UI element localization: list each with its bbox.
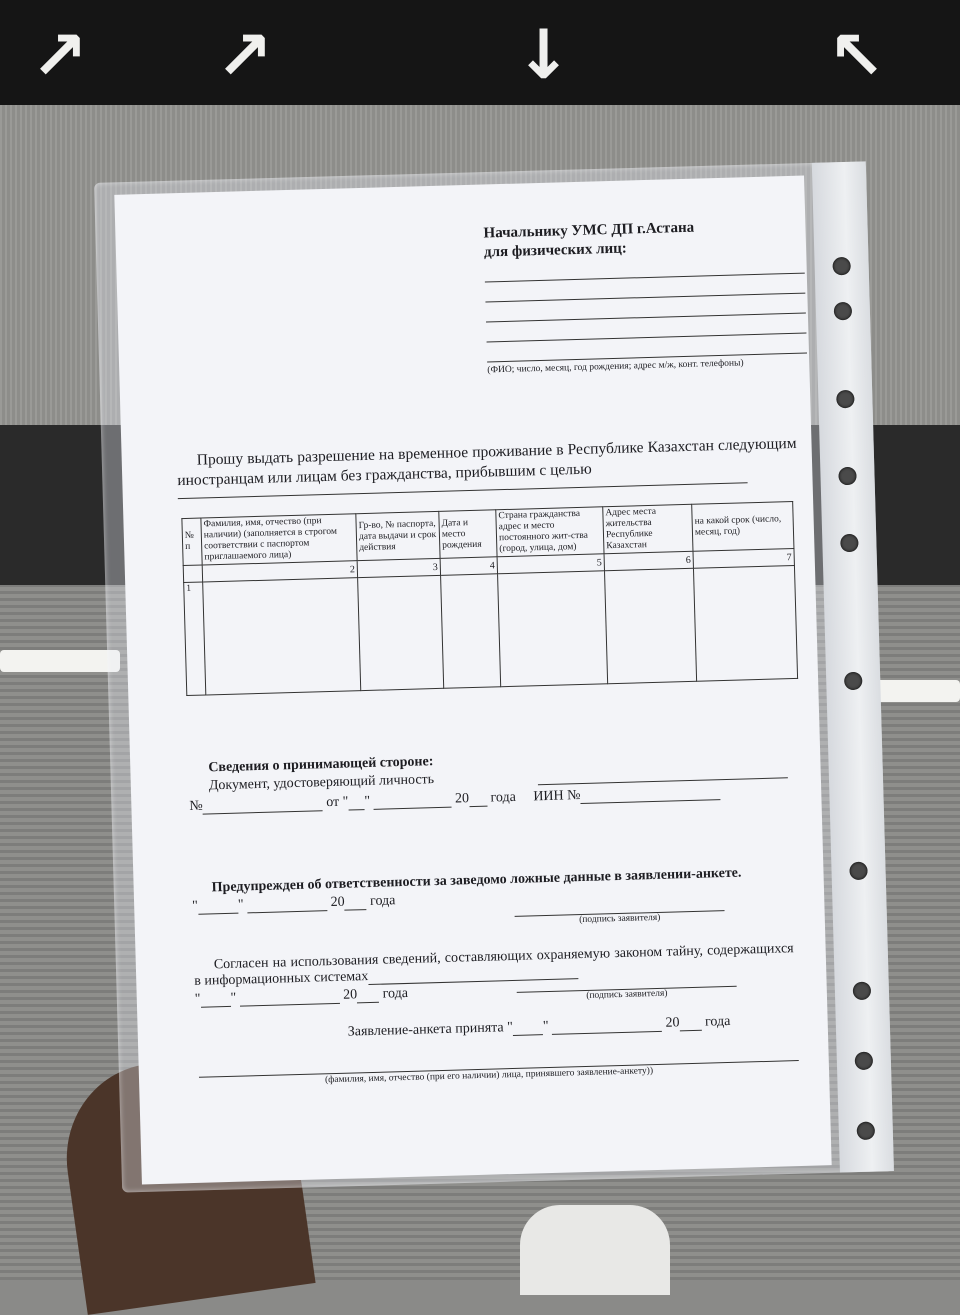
host-section: Сведения о принимающей стороне: Документ, удостоверяющий личность № от " " 20 года ИИН № xyxy=(188,744,789,815)
consent-day-field[interactable] xyxy=(200,992,230,1008)
warning-section: Предупрежден об ответственности за заведомо ложные данные в заявлении-анкете. " " 20 года xyxy=(192,864,793,915)
host-doc-number-field[interactable] xyxy=(203,796,323,814)
host-doc-label: Документ, удостоверяющий личность xyxy=(208,772,435,794)
arrow-up-right-icon: ↑ xyxy=(10,7,107,104)
table-cell[interactable] xyxy=(203,578,361,695)
warning-text: Предупрежден об ответственности за заведомо ложные данные в заявлении-анкете. xyxy=(211,865,742,896)
row-number: 1 xyxy=(184,582,206,695)
host-day-field[interactable] xyxy=(348,795,364,810)
shoe xyxy=(520,1205,670,1295)
host-heading: Сведения о принимающей стороне: xyxy=(208,754,434,776)
accepted-caption: (фамилия, имя, отчество (при его наличии) лица, принявшего заявление-анкету)) xyxy=(324,1066,654,1086)
arrow-up-left-icon: ↑ xyxy=(810,7,907,104)
column-number: 3 xyxy=(357,558,440,577)
consent-year-prefix: 20 xyxy=(342,987,358,1003)
table-cell[interactable] xyxy=(498,571,608,687)
host-from-label: от " xyxy=(326,794,349,811)
consent-signature-caption[interactable]: (подпись заявителя) xyxy=(517,986,737,1003)
accepted-label: Заявление-анкета принята " xyxy=(347,1020,514,1040)
table-cell[interactable] xyxy=(693,565,797,681)
accepted-year-prefix: 20 xyxy=(665,1015,680,1031)
host-year-field[interactable] xyxy=(469,792,487,807)
punch-hole xyxy=(853,982,871,1000)
table-header-cell: Страна гражданства адрес и место постоянного жит-ства (город, улица, дом) xyxy=(496,507,604,557)
host-iin-field[interactable] xyxy=(580,785,720,804)
accepted-date-row: Заявление-анкета принята " " 20 года xyxy=(347,1013,731,1040)
host-year-prefix: 20 xyxy=(454,791,470,807)
column-number: 5 xyxy=(497,554,604,574)
table-header-cell: Гр-во, № паспорта, дата выдачи и срок действия xyxy=(356,511,440,560)
punch-hole xyxy=(857,1122,875,1140)
punch-hole xyxy=(832,257,850,275)
applicants-table xyxy=(181,501,798,696)
consent-year-field[interactable] xyxy=(357,988,379,1004)
column-number: 7 xyxy=(693,548,794,568)
column-number: 4 xyxy=(440,557,497,576)
table-cell[interactable] xyxy=(441,574,501,689)
punch-hole xyxy=(836,390,854,408)
column-number: 2 xyxy=(202,561,357,582)
request-text: Прошу выдать разрешение на временное проживание в Республике Казахстан следующим иностранцам или лицам без гражданства, прибывшим с целью xyxy=(177,434,797,490)
addressee-caption: (ФИО; число, месяц, год рождения; адрес м/ж, конт. телефоны) xyxy=(487,358,744,376)
table-row xyxy=(184,565,798,695)
arrow-up-right-icon: ↑ xyxy=(195,7,292,104)
consent-year-label: года xyxy=(382,985,409,1002)
column-number xyxy=(183,565,202,583)
application-form xyxy=(114,176,831,1185)
addressee-block xyxy=(483,216,807,376)
consent-section: Согласен на использования сведений, составляющих охраняемую законом тайну, содержащихся в информационных системах " " 20 года xyxy=(194,941,794,1007)
host-iin-label: ИИН № xyxy=(533,788,581,805)
table-header-cell: Адрес места жительства Республике Казахстан xyxy=(603,504,693,553)
warning-year-label: года xyxy=(369,893,396,909)
table-header-cell: на какой срок (число, месяц, год) xyxy=(692,502,794,552)
punch-hole xyxy=(849,862,867,880)
arrow-down-icon: ↓ xyxy=(515,16,572,95)
punch-hole xyxy=(855,1052,873,1070)
punch-hole xyxy=(834,302,852,320)
accepted-year-field[interactable] xyxy=(679,1016,701,1032)
host-no-label: № xyxy=(189,798,203,814)
punch-hole xyxy=(838,467,856,485)
accepted-year-label: года xyxy=(704,1013,731,1030)
punch-hole xyxy=(840,534,858,552)
table-header-cell: № п xyxy=(182,518,202,566)
warning-signature-caption[interactable]: (подпись заявителя) xyxy=(515,910,725,927)
accepted-month-field[interactable] xyxy=(552,1017,662,1035)
consent-text: Согласен на использования сведений, составляющих охраняемую законом тайну, содержащихся в информационных системах xyxy=(194,941,794,989)
addressee-title: Начальнику УМС ДП г.Астана xyxy=(483,219,695,242)
warning-day-field[interactable] xyxy=(198,899,238,915)
warning-year-field[interactable] xyxy=(344,895,366,911)
host-year-label: года xyxy=(490,789,517,806)
floor-light-strip xyxy=(0,650,120,672)
host-doc-field[interactable] xyxy=(537,763,787,785)
warning-year-prefix: 20 xyxy=(330,894,345,911)
table-cell[interactable] xyxy=(358,575,444,690)
accepted-day-field[interactable] xyxy=(513,1020,543,1036)
warning-month-field[interactable] xyxy=(247,896,327,913)
column-number: 6 xyxy=(604,551,693,570)
table-cell[interactable] xyxy=(605,568,697,683)
table-header-cell: Фамилия, имя, отчество (при наличии) (заполняется в строгом соответствии с паспортом приглашаемого лица) xyxy=(201,514,357,565)
table-header-cell: Дата и место рождения xyxy=(439,510,497,559)
addressee-subtitle: для физических лиц: xyxy=(483,240,627,261)
punch-hole xyxy=(844,672,862,690)
consent-month-field[interactable] xyxy=(240,989,340,1007)
host-month-field[interactable] xyxy=(373,793,451,810)
